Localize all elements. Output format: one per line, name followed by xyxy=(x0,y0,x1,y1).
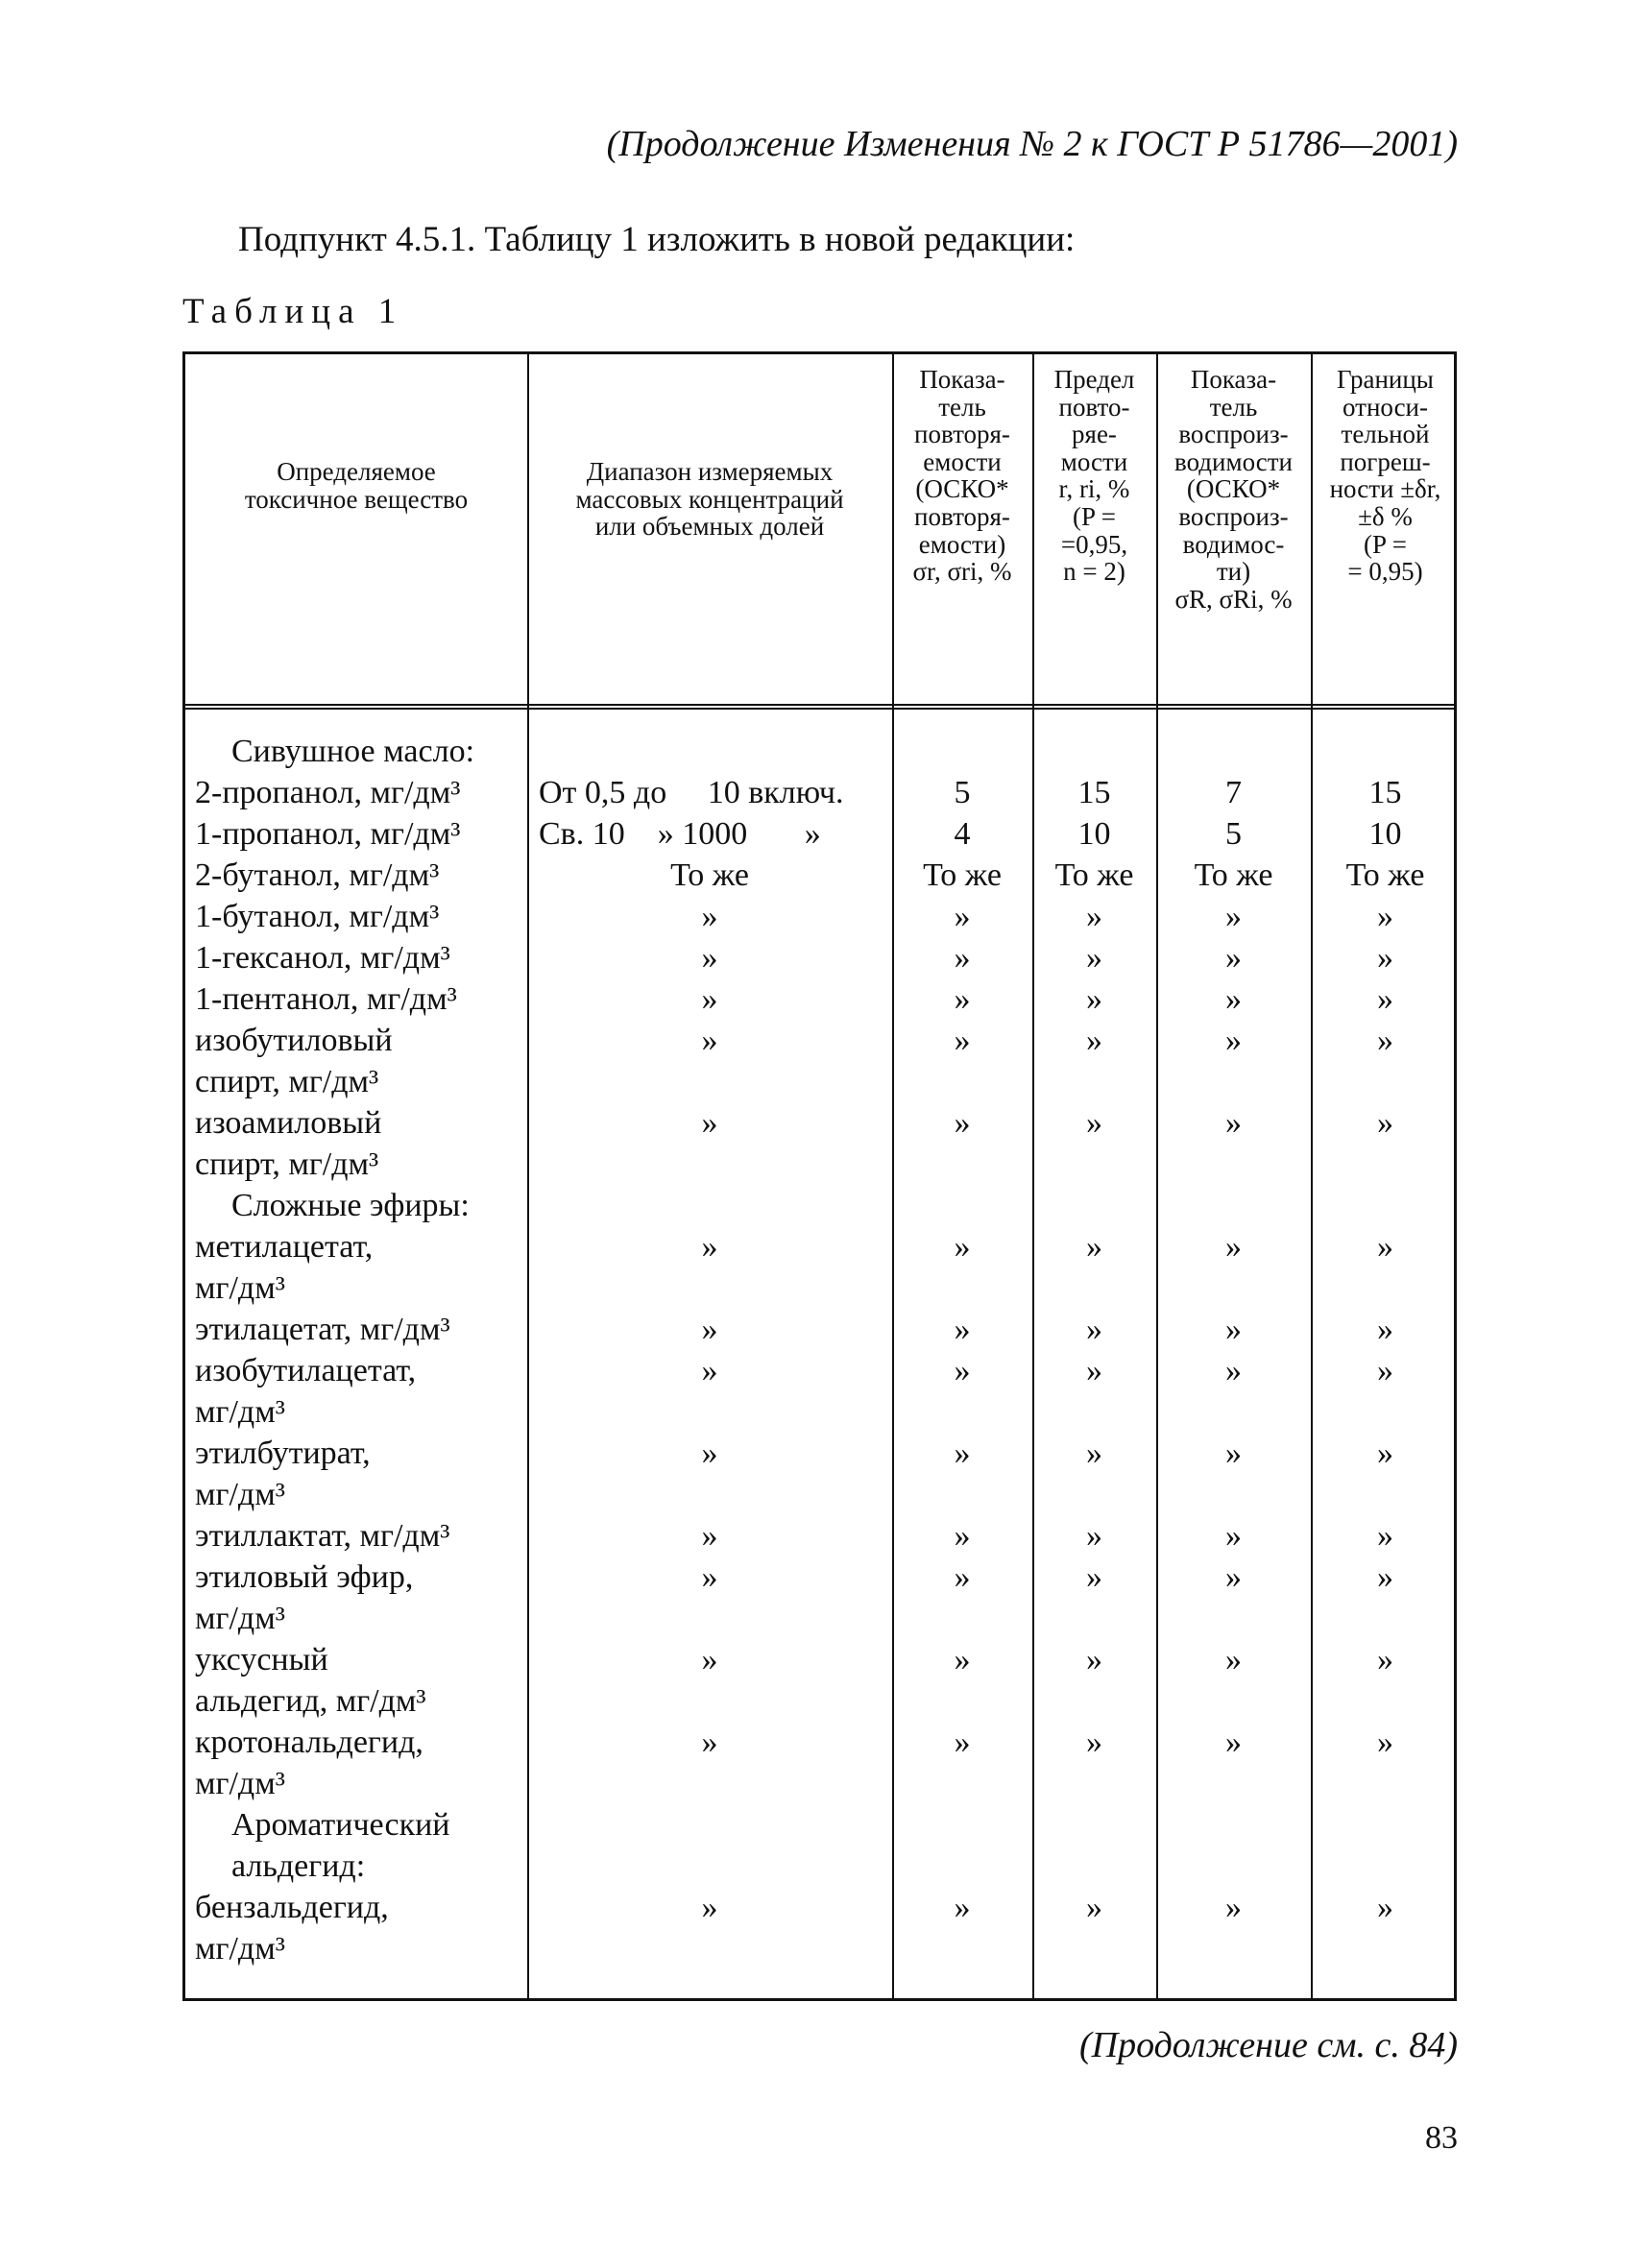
repeatability-limit-cell: » xyxy=(1086,1436,1102,1471)
table-row xyxy=(185,855,1454,896)
repeatability-limit-cell: » xyxy=(1086,1229,1102,1265)
header-note: (Продолжение Изменения № 2 к ГОСТ Р 51786—2001) xyxy=(606,124,1458,164)
table-row xyxy=(185,1433,1454,1515)
repeatability-index-cell: » xyxy=(954,981,971,1017)
repeatability-limit-cell: » xyxy=(1086,1890,1102,1925)
reproducibility-index-cell: 5 xyxy=(1225,816,1242,852)
substance-cell: кротональдегид, мг/дм³ xyxy=(195,1725,423,1801)
repeatability-index-cell: » xyxy=(954,1229,971,1265)
header-substance: Определяемое токсичное вещество xyxy=(244,457,469,514)
reproducibility-index-cell: » xyxy=(1225,1436,1242,1471)
data-table xyxy=(182,351,1457,2001)
error-bounds-cell: » xyxy=(1377,940,1393,976)
intro-paragraph: Подпункт 4.5.1. Таблицу 1 изложить в новой редакции: xyxy=(238,220,1076,259)
error-bounds-cell: » xyxy=(1377,1312,1393,1347)
substance-cell: 2-пропанол, мг/дм³ xyxy=(195,775,461,810)
table-row xyxy=(185,896,1454,937)
repeatability-index-cell: » xyxy=(954,1023,971,1058)
range-cell: » xyxy=(701,1023,718,1058)
reproducibility-index-cell: » xyxy=(1225,1642,1242,1677)
error-bounds-cell: » xyxy=(1377,1642,1393,1677)
substance-cell: 1-гексанол, мг/дм³ xyxy=(195,940,450,976)
error-bounds-cell: » xyxy=(1377,1725,1393,1760)
substance-cell: изобутиловый спирт, мг/дм³ xyxy=(195,1023,393,1099)
substance-cell: этиллактат, мг/дм³ xyxy=(195,1518,450,1554)
range-cell: » xyxy=(701,1559,718,1595)
repeatability-index-cell: » xyxy=(954,1559,971,1595)
error-bounds-cell: » xyxy=(1377,899,1393,934)
repeatability-index-cell: » xyxy=(954,1518,971,1554)
repeatability-limit-cell: » xyxy=(1086,940,1102,976)
substance-cell: 2-бутанол, мг/дм³ xyxy=(195,857,440,893)
table-row xyxy=(185,978,1454,1020)
error-bounds-cell: » xyxy=(1377,1890,1393,1925)
substance-cell: изобутилацетат, мг/дм³ xyxy=(195,1353,417,1430)
error-bounds-cell: » xyxy=(1377,1353,1393,1388)
reproducibility-index-cell: » xyxy=(1225,1518,1242,1554)
table-row xyxy=(185,1102,1454,1185)
error-bounds-cell: То же xyxy=(1345,857,1425,893)
repeatability-limit-cell: » xyxy=(1086,1642,1102,1677)
range-cell: » xyxy=(701,981,718,1017)
error-bounds-cell: » xyxy=(1377,1518,1393,1554)
repeatability-index-cell: » xyxy=(954,1890,971,1925)
repeatability-index-cell: » xyxy=(954,1312,971,1347)
footer-note: (Продолжение см. с. 84) xyxy=(1078,2025,1458,2065)
repeatability-index-cell: То же xyxy=(923,857,1002,893)
reproducibility-index-cell: » xyxy=(1225,940,1242,976)
range-cell: От 0,5 до 10 включ. xyxy=(539,775,844,810)
range-cell: Св. 10 » 1000 » xyxy=(539,816,821,852)
range-cell: » xyxy=(701,1725,718,1760)
group-heading-cell: Сивушное масло: xyxy=(231,734,475,769)
error-bounds-cell: 15 xyxy=(1368,775,1402,810)
substance-cell: этилбутират, мг/дм³ xyxy=(195,1436,371,1512)
repeatability-limit-cell: » xyxy=(1086,981,1102,1017)
reproducibility-index-cell: » xyxy=(1225,1229,1242,1265)
repeatability-index-cell: » xyxy=(954,1436,971,1471)
range-cell: » xyxy=(701,1105,718,1141)
table-caption: Таблица 1 xyxy=(182,292,404,331)
repeatability-index-cell: » xyxy=(954,1105,971,1141)
reproducibility-index-cell: » xyxy=(1225,1023,1242,1058)
substance-cell: этилацетат, мг/дм³ xyxy=(195,1312,450,1347)
error-bounds-cell: » xyxy=(1377,1105,1393,1141)
repeatability-limit-cell: » xyxy=(1086,1312,1102,1347)
reproducibility-index-cell: » xyxy=(1225,1105,1242,1141)
repeatability-limit-cell: » xyxy=(1086,1105,1102,1141)
table-row xyxy=(185,937,1454,978)
group-heading-cell: Ароматический альдегид: xyxy=(231,1807,450,1884)
repeatability-limit-cell: » xyxy=(1086,1518,1102,1554)
substance-cell: этиловый эфир, мг/дм³ xyxy=(195,1559,414,1636)
reproducibility-index-cell: » xyxy=(1225,899,1242,934)
table-row xyxy=(185,1350,1454,1433)
reproducibility-index-cell: » xyxy=(1225,1890,1242,1925)
repeatability-index-cell: » xyxy=(954,1725,971,1760)
reproducibility-index-cell: 7 xyxy=(1225,775,1242,810)
table-row xyxy=(185,1556,1454,1639)
repeatability-limit-cell: То же xyxy=(1054,857,1134,893)
reproducibility-index-cell: » xyxy=(1225,1353,1242,1388)
reproducibility-index-cell: » xyxy=(1225,1559,1242,1595)
table-row xyxy=(185,1309,1454,1350)
group-heading-cell: Сложные эфиры: xyxy=(231,1188,470,1223)
repeatability-limit-cell: » xyxy=(1086,899,1102,934)
substance-cell: 1-пентанол, мг/дм³ xyxy=(195,981,457,1017)
range-cell: » xyxy=(701,1518,718,1554)
table-row xyxy=(185,1639,1454,1722)
range-cell: » xyxy=(701,940,718,976)
substance-cell: изоамиловый спирт, мг/дм³ xyxy=(195,1105,382,1182)
reproducibility-index-cell: То же xyxy=(1194,857,1273,893)
table-row xyxy=(185,772,1454,813)
table-row xyxy=(185,1515,1454,1556)
substance-cell: бензальдегид, мг/дм³ xyxy=(195,1890,389,1966)
substance-cell: 1-пропанол, мг/дм³ xyxy=(195,816,461,852)
error-bounds-cell: 10 xyxy=(1368,816,1402,852)
repeatability-limit-cell: » xyxy=(1086,1559,1102,1595)
error-bounds-cell: » xyxy=(1377,981,1393,1017)
table-row xyxy=(185,731,1454,772)
substance-cell: 1-бутанол, мг/дм³ xyxy=(195,899,440,934)
range-cell: » xyxy=(701,1353,718,1388)
header-repeatability-index: Показа- тель повторя- емости (ОСКО* повторя- емости) σr, σri, % xyxy=(912,365,1012,587)
reproducibility-index-cell: » xyxy=(1225,1312,1242,1347)
table-row xyxy=(185,1887,1454,1969)
repeatability-index-cell: 4 xyxy=(954,816,971,852)
range-cell: То же xyxy=(670,857,749,893)
table-row xyxy=(185,1804,1454,1887)
error-bounds-cell: » xyxy=(1377,1559,1393,1595)
repeatability-limit-cell: » xyxy=(1086,1725,1102,1760)
error-bounds-cell: » xyxy=(1377,1023,1393,1058)
substance-cell: метилацетат, мг/дм³ xyxy=(195,1229,374,1306)
reproducibility-index-cell: » xyxy=(1225,1725,1242,1760)
header-error-bounds: Границы относи- тельной погреш- ности ±δr, ±δ % (P = = 0,95) xyxy=(1329,365,1441,587)
repeatability-index-cell: » xyxy=(954,1353,971,1388)
table-row xyxy=(185,1020,1454,1102)
table-row xyxy=(185,813,1454,855)
repeatability-limit-cell: » xyxy=(1086,1023,1102,1058)
range-cell: » xyxy=(701,1312,718,1347)
table-row xyxy=(185,1185,1454,1226)
repeatability-index-cell: » xyxy=(954,899,971,934)
repeatability-limit-cell: 10 xyxy=(1077,816,1111,852)
repeatability-index-cell: 5 xyxy=(954,775,971,810)
page-number: 83 xyxy=(1425,2120,1458,2156)
error-bounds-cell: » xyxy=(1377,1229,1393,1265)
range-cell: » xyxy=(701,1229,718,1265)
error-bounds-cell: » xyxy=(1377,1436,1393,1471)
reproducibility-index-cell: » xyxy=(1225,981,1242,1017)
header-repeatability-limit: Предел повто- ряе- мости r, ri, % (P = =0,95, n = 2) xyxy=(1053,365,1135,587)
table-row xyxy=(185,1226,1454,1309)
table-row xyxy=(185,1722,1454,1804)
repeatability-limit-cell: 15 xyxy=(1077,775,1111,810)
header-range: Диапазон измеряемых массовых концентраций или объемных долей xyxy=(575,457,844,542)
range-cell: » xyxy=(701,1436,718,1471)
substance-cell: уксусный альдегид, мг/дм³ xyxy=(195,1642,426,1719)
header-divider xyxy=(185,704,1454,710)
range-cell: » xyxy=(701,1890,718,1925)
repeatability-index-cell: » xyxy=(954,1642,971,1677)
repeatability-limit-cell: » xyxy=(1086,1353,1102,1388)
header-reproducibility-index: Показа- тель воспроиз- водимости (ОСКО* воспроиз- водимос- ти) σR, σRi, % xyxy=(1174,365,1293,614)
repeatability-index-cell: » xyxy=(954,940,971,976)
range-cell: » xyxy=(701,899,718,934)
range-cell: » xyxy=(701,1642,718,1677)
